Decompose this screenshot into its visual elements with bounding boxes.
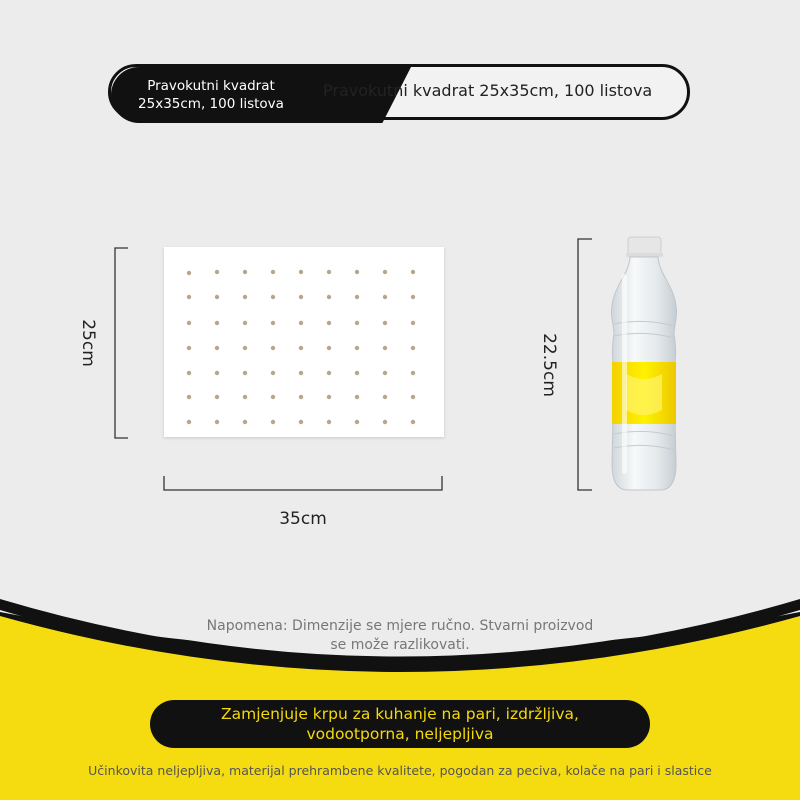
tag-line-2: 25x35cm, 100 listova <box>138 96 284 112</box>
note-line-1: Napomena: Dimenzije se mjere ručno. Stvarni proizvod <box>206 618 594 634</box>
water-bottle-illustration <box>604 234 684 494</box>
footer-description: Učinkovita neljepljiva, materijal prehrambene kvalitete, pogodan za peciva, kolače na pari i slastice <box>88 763 712 778</box>
feature-line-2: vodootporna, neljepljiva <box>306 725 494 743</box>
feature-line-1: Zamjenjuje krpu za kuhanje na pari, izdržljiva, <box>221 705 579 723</box>
product-title: Pravokutni kvadrat 25x35cm, 100 listova <box>323 81 653 100</box>
note-line-2: se može razlikovati. <box>330 637 470 653</box>
height-dimension-label: 25cm <box>78 319 98 367</box>
width-dimension-label: 35cm <box>279 509 327 529</box>
bottle-height-label: 22.5cm <box>539 333 559 397</box>
tag-line-1: Pravokutni kvadrat <box>147 78 275 94</box>
measurement-note <box>150 617 650 655</box>
feature-pill <box>150 700 650 748</box>
